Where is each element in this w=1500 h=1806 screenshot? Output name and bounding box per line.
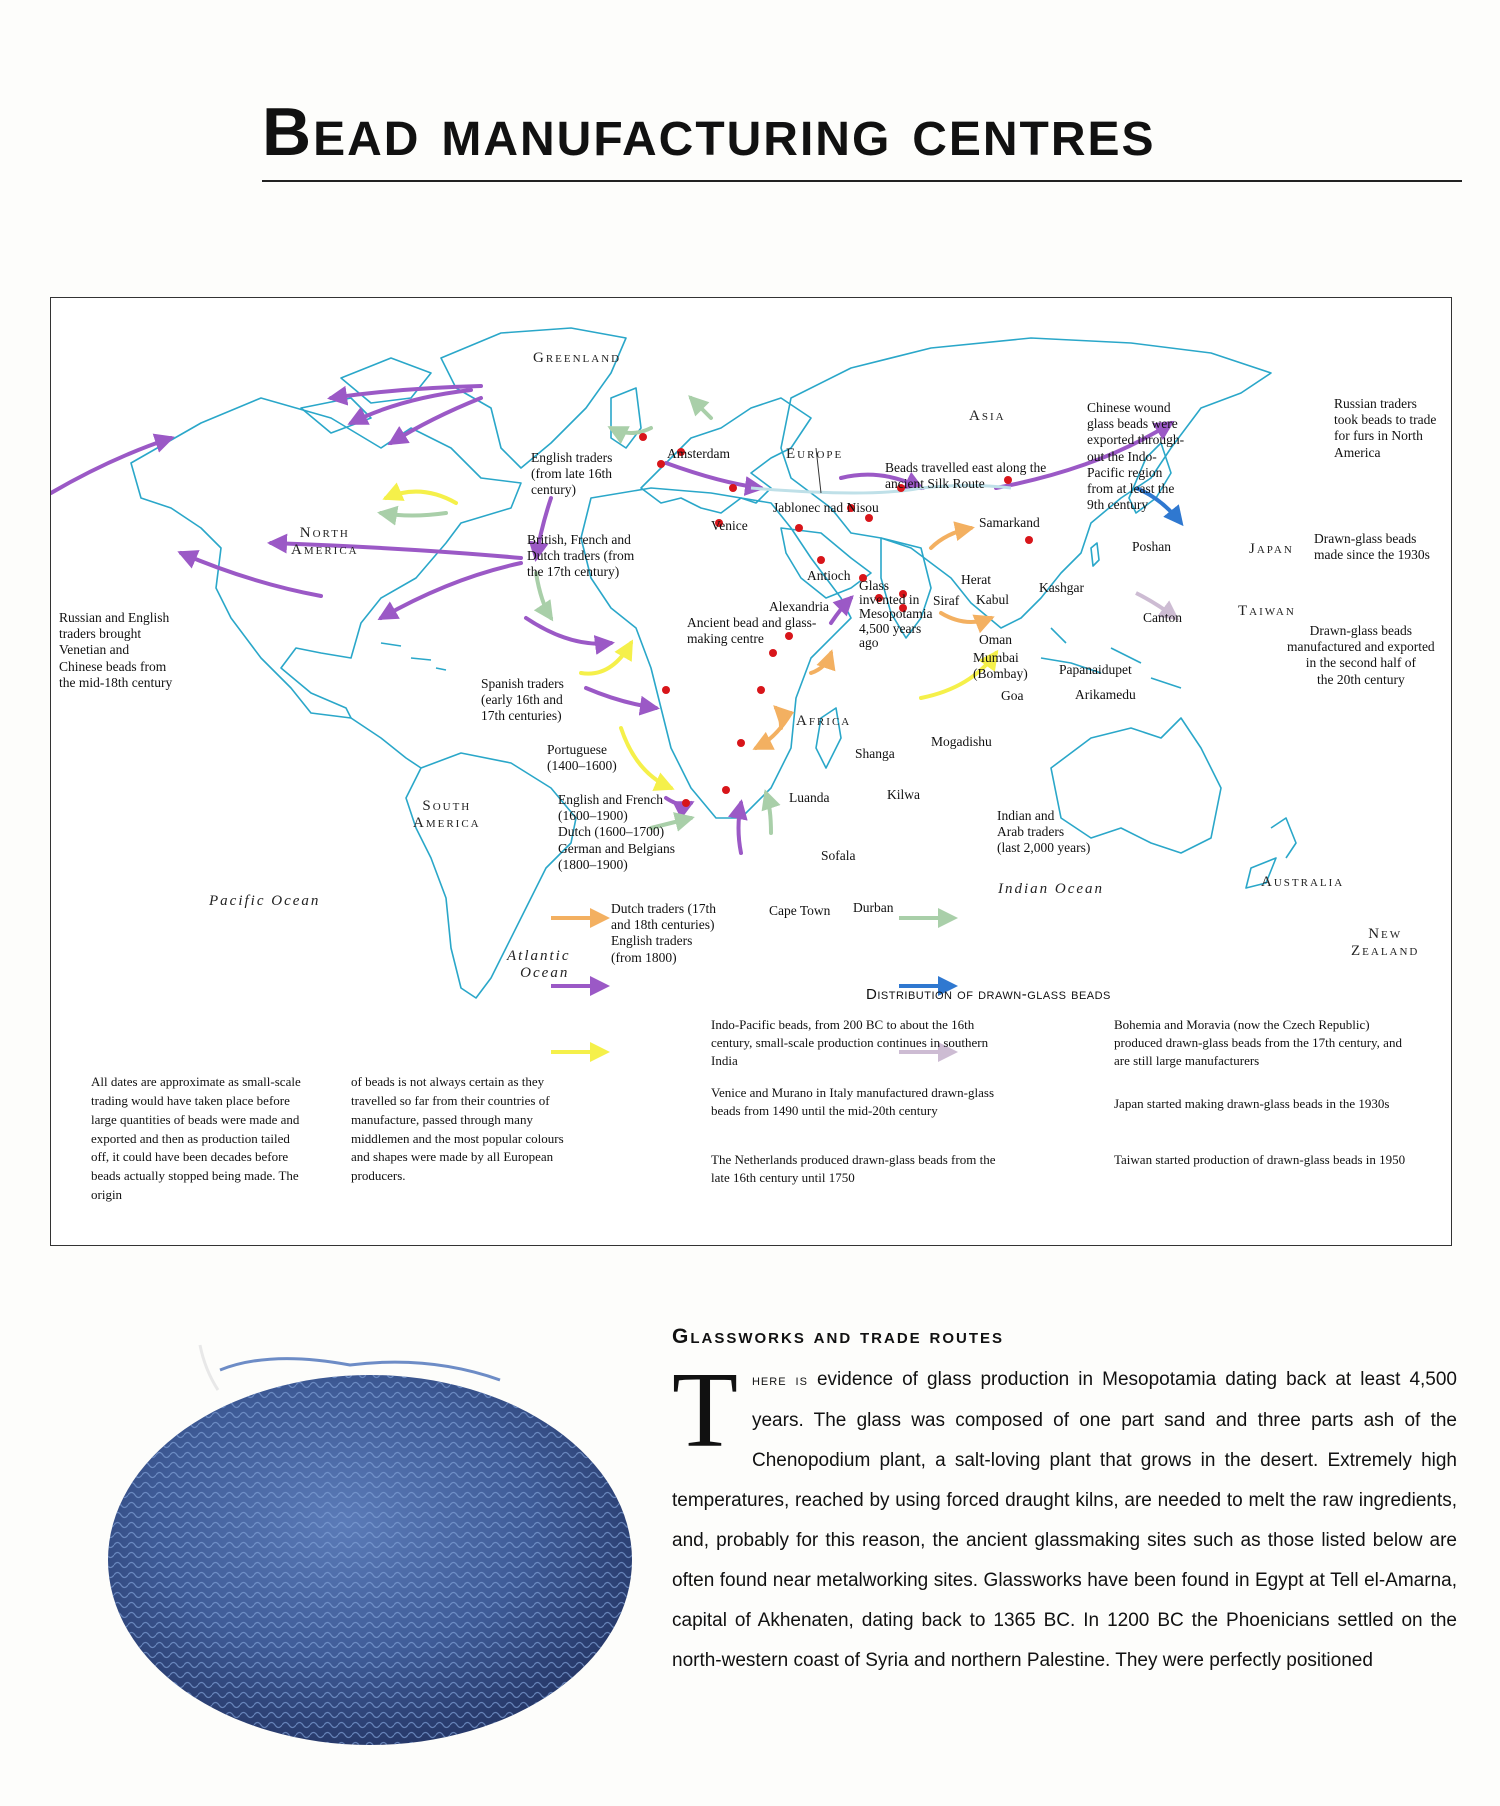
note-dates-right: of beads is not always certain as they travelled so far from their countries of manufacture, passed through many middlemen and the most popular colours and shapes were made by all European producers. xyxy=(351,1074,564,1184)
label-mogadishu: Mogadishu xyxy=(931,734,992,749)
label-goa: Goa xyxy=(1001,688,1024,703)
legend-item-japan: Japan started making drawn-glass beads in the 1930s xyxy=(1114,1096,1390,1111)
body-lead: here is xyxy=(751,1372,808,1389)
label-durban: Durban xyxy=(853,900,894,915)
route-venice-east xyxy=(666,463,761,488)
ocean-indian: Indian Ocean xyxy=(998,881,1105,897)
title-rule xyxy=(262,180,1462,182)
route-spanish-3 xyxy=(381,563,521,618)
route-orange-sofala xyxy=(756,713,791,748)
region-new-zealand: New Zealand xyxy=(1351,926,1420,959)
route-green-atlantic xyxy=(381,513,446,516)
note-dates-left: All dates are approximate as small-scale trading would have taken place before large quantities of beads were made and exported and then as production tailed off, it could have been decades before beads actually stopped being made. The origin xyxy=(91,1074,301,1203)
drop-cap: T xyxy=(672,1351,738,1470)
marker-durban xyxy=(722,786,730,794)
region-greenland: Greenland xyxy=(533,350,622,366)
label-canton: Canton xyxy=(1143,610,1182,625)
region-australia: Australia xyxy=(1261,874,1345,890)
route-english-french xyxy=(586,688,656,708)
region-europe: Europe xyxy=(786,446,844,462)
label-kabul: Kabul xyxy=(976,592,1009,607)
marker-sofala xyxy=(737,739,745,747)
label-sofala: Sofala xyxy=(821,848,856,863)
marker-antioch xyxy=(729,484,737,492)
legend-item-netherlands: The Netherlands produced drawn-glass beads from the late 16th century until 1750 xyxy=(711,1152,996,1186)
route-yellow-africa xyxy=(581,643,631,674)
label-papanaidupet: Papanaidupet xyxy=(1059,662,1132,677)
region-taiwan: Taiwan xyxy=(1238,603,1296,619)
region-north-america: North America xyxy=(291,525,359,558)
body-text: evidence of glass production in Mesopotamia dating back at least 4,500 years. The glass was composed of one part sand and three parts ash of the Chenopodium plant, a salt-loving plant that grows in the desert. Extremely high temperatures, reached by using forced draught kilns, are needed to melt the raw ingredients, and, probably for this reason, the ancient glassmaking sites such as those listed below are often found near metalworking sites. Glassworks have been found in Egypt at Tell el-Amarna, capital of Akhenaten, dating back to 1365 BC. In 1200 BC the Phoenicians settled on the north-western coast of Syria and northern Palestine. They were perfectly positioned xyxy=(672,1369,1457,1671)
legend-title: Distribution of drawn-glass beads xyxy=(866,986,1111,1003)
greenland-coast xyxy=(441,328,626,468)
note-indian-arab: Indian and Arab traders (last 2,000 years) xyxy=(997,808,1091,856)
route-durban xyxy=(739,803,742,853)
label-siraf: Siraf xyxy=(933,593,960,608)
label-oman: Oman xyxy=(979,632,1012,647)
label-alexandria-note: Ancient bead and glass- making centre xyxy=(687,615,817,647)
label-poshan: Poshan xyxy=(1132,539,1172,554)
ocean-atlantic: Atlantic Ocean xyxy=(507,948,571,981)
label-antioch: Antioch xyxy=(807,568,851,583)
label-luanda: Luanda xyxy=(789,790,830,805)
label-cape-town: Cape Town xyxy=(769,903,831,918)
legend-item-indo-pacific: Indo-Pacific beads, from 200 BC to about the 16th century, small-scale production continues in southern India xyxy=(711,1017,989,1069)
note-portuguese: Portuguese (1400–1600) xyxy=(547,742,617,774)
note-dutch-traders: Dutch traders (17th and 18th centuries) English traders (from 1800) xyxy=(611,901,716,965)
label-amsterdam: Amsterdam xyxy=(667,446,730,461)
route-portuguese xyxy=(526,618,611,644)
note-english-traders: English traders (from late 16th century) xyxy=(531,450,613,498)
marker-kilwa xyxy=(757,686,765,694)
route-english-2 xyxy=(391,398,481,443)
note-chinese-wound: Chinese wound glass beads were exported through- out the Indo- Pacific region from at least the 9th century xyxy=(1087,400,1185,513)
section-body xyxy=(672,1351,1457,1681)
note-spanish-traders: Spanish traders (early 16th and 17th centuries) xyxy=(481,676,564,724)
note-russian-english: Russian and English traders brought Venetian and Chinese beads from the mid-18th century xyxy=(59,610,173,690)
ocean-pacific: Pacific Ocean xyxy=(209,893,321,909)
label-mumbai: Mumbai (Bombay) xyxy=(973,650,1028,682)
marker-venice xyxy=(657,460,665,468)
note-russian-traders: Russian traders took beads to trade for furs in North America xyxy=(1334,396,1437,460)
label-arikamedu: Arikamedu xyxy=(1075,687,1136,702)
section-heading: Glassworks and trade routes xyxy=(672,1325,1005,1348)
note-japan-drawn: Drawn-glass beads made since the 1930s xyxy=(1314,531,1430,563)
marker-siraf xyxy=(795,524,803,532)
marker-amsterdam xyxy=(639,433,647,441)
note-silk-route: Beads travelled east along the ancient Silk Route xyxy=(885,460,1047,492)
label-venice: Venice xyxy=(711,518,748,533)
note-british-french-dutch: British, French and Dutch traders (from the 17th century) xyxy=(527,532,635,580)
route-spanish-2 xyxy=(181,553,321,596)
region-japan: Japan xyxy=(1249,541,1294,557)
legend-item-venice: Venice and Murano in Italy manufactured drawn-glass beads from 1490 until the mid-20th century xyxy=(711,1085,995,1119)
marker-luanda xyxy=(662,686,670,694)
region-africa: Africa xyxy=(796,713,852,729)
legend-item-bohemia: Bohemia and Moravia (now the Czech Republic) produced drawn-glass beads from the 17th century, and are still large manufacturers xyxy=(1114,1017,1402,1069)
marker-canton xyxy=(1025,536,1033,544)
route-orange-1 xyxy=(931,528,971,548)
world-map xyxy=(50,297,1452,1246)
route-green-europe xyxy=(611,428,651,433)
legend-item-taiwan: Taiwan started production of drawn-glass beads in 1950 xyxy=(1114,1152,1406,1167)
marker-cape-town xyxy=(682,799,690,807)
label-shanga: Shanga xyxy=(855,746,895,761)
label-alexandria: Alexandria xyxy=(769,599,829,614)
note-english-french: English and French (1600–1900) Dutch (1600–1700) German and Belgians (1800–1900) xyxy=(558,792,675,872)
region-south-america: South America xyxy=(413,798,481,831)
label-samarkand: Samarkand xyxy=(979,515,1040,530)
label-jablonec: Jablonec nad Nisou xyxy=(773,500,879,515)
note-taiwan-drawn: Drawn-glass beads manufactured and exported in the second half of the 20th century xyxy=(1287,623,1435,687)
route-yellow-cape xyxy=(621,728,671,788)
label-glass-invented: Glass invented in Mesopotamia 4,500 years ago xyxy=(859,578,933,650)
route-green-durban xyxy=(766,793,771,833)
label-kilwa: Kilwa xyxy=(887,787,920,802)
marker-oman xyxy=(817,556,825,564)
route-russian-english xyxy=(51,438,171,493)
page-title: Bead manufacturing centres xyxy=(262,94,1156,170)
bead-hank-photo xyxy=(100,1330,640,1750)
label-herat: Herat xyxy=(961,572,991,587)
region-asia: Asia xyxy=(969,408,1006,424)
marker-shanga xyxy=(769,649,777,657)
route-yellow-atlantic xyxy=(386,492,456,503)
label-kashgar: Kashgar xyxy=(1039,580,1084,595)
